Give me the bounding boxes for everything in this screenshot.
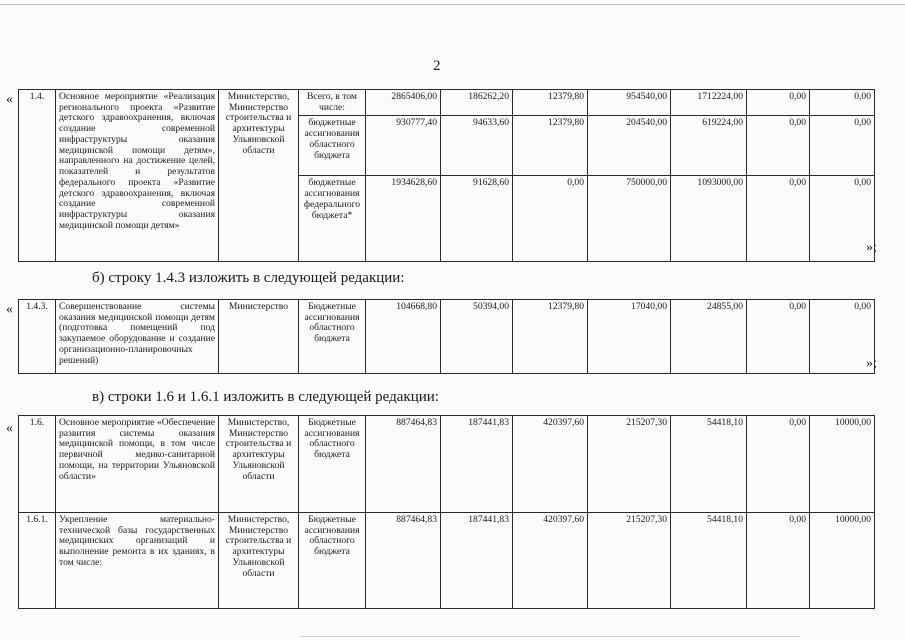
value-cell: 215207,30	[588, 416, 671, 513]
value-cell: 930777,40	[366, 116, 441, 176]
value-cell: 420397,60	[513, 513, 588, 609]
value-cell: 50394,00	[441, 300, 513, 374]
row-number: 1.4.3.	[19, 300, 56, 374]
close-quote: »;	[866, 356, 877, 371]
value-cell: 12379,80	[513, 300, 588, 374]
value-cell: 2865406,00	[366, 90, 441, 116]
value-cell: 0,00	[810, 300, 875, 374]
source-cell: бюджетные ассигнования федерального бюджета*	[299, 176, 366, 262]
value-cell: 420397,60	[513, 416, 588, 513]
row-number: 1.4.	[19, 90, 56, 262]
close-quote: »;	[866, 240, 877, 255]
source-cell: бюджетные ассигнования областного бюджета	[299, 116, 366, 176]
value-cell: 0,00	[747, 416, 810, 513]
source-cell: Бюджетные ассигнования областного бюджета	[299, 300, 366, 374]
value-cell: 10000,00	[810, 416, 875, 513]
value-cell: 54418,10	[671, 416, 747, 513]
value-cell: 750000,00	[588, 176, 671, 262]
row-executor: Министерство, Министерство строительства и архитектуры Ульяновской области	[219, 416, 299, 513]
value-cell: 0,00	[810, 176, 875, 262]
value-cell: 10000,00	[810, 513, 875, 609]
row-name: Совершенствование системы оказания медицинской помощи детям (подготовка помещений под закупаемое оборудование и создание организационно-планировочных решений)	[56, 300, 219, 374]
source-cell: Всего, в том числе:	[299, 90, 366, 116]
value-cell: 1712224,00	[671, 90, 747, 116]
row-name: Основное мероприятие «Реализация регионального проекта «Развитие детского здравоохранения, включая создание современной инфраструктуры оказания медицинской помощи детям», направленного на достижение целей, показателей и результатов федерального проекта «Развитие детского здравоохранения, включая создание современной инфраструктуры оказания медицинской помощи детям»	[56, 90, 219, 262]
value-cell: 887464,83	[366, 416, 441, 513]
row-number: 1.6.	[19, 416, 56, 513]
value-cell: 187441,83	[441, 513, 513, 609]
value-cell: 12379,80	[513, 116, 588, 176]
value-cell: 91628,60	[441, 176, 513, 262]
value-cell: 0,00	[747, 300, 810, 374]
table-rows-1-6	[18, 415, 875, 609]
table-row-1-4-3	[18, 299, 875, 374]
value-cell: 187441,83	[441, 416, 513, 513]
value-cell: 12379,80	[513, 90, 588, 116]
value-cell: 0,00	[513, 176, 588, 262]
value-cell: 954540,00	[588, 90, 671, 116]
value-cell: 1093000,00	[671, 176, 747, 262]
value-cell: 186262,20	[441, 90, 513, 116]
row-executor: Министерство, Министерство строительства и архитектуры Ульяновской области	[219, 513, 299, 609]
value-cell: 54418,10	[671, 513, 747, 609]
value-cell: 0,00	[747, 116, 810, 176]
value-cell: 24855,00	[671, 300, 747, 374]
value-cell: 0,00	[747, 90, 810, 116]
row-name: Основное мероприятие «Обеспечение развития системы оказания медицинской помощи, в том числе первичной медико-санитарной помощи, на территории Ульяновской области»	[56, 416, 219, 513]
source-cell: Бюджетные ассигнования областного бюджета	[299, 513, 366, 609]
open-quote: «	[6, 302, 13, 317]
value-cell: 0,00	[747, 176, 810, 262]
row-number: 1.6.1.	[19, 513, 56, 609]
value-cell: 887464,83	[366, 513, 441, 609]
row-executor: Министерство, Министерство строительства и архитектуры Ульяновской области	[219, 90, 299, 262]
table-row-1-4	[18, 89, 875, 262]
open-quote: «	[6, 421, 13, 436]
value-cell: 0,00	[810, 116, 875, 176]
value-cell: 215207,30	[588, 513, 671, 609]
page-number: 2	[433, 58, 441, 74]
row-name: Укрепление материально-технической базы государственных медицинских организаций и выполнение ремонта в их зданиях, в том числе:	[56, 513, 219, 609]
value-cell: 0,00	[747, 513, 810, 609]
value-cell: 1934628,60	[366, 176, 441, 262]
row-executor: Министерство	[219, 300, 299, 374]
value-cell: 94633,60	[441, 116, 513, 176]
value-cell: 204540,00	[588, 116, 671, 176]
value-cell: 0,00	[810, 90, 875, 116]
heading-b: б) строку 1.4.3 изложить в следующей редакции:	[92, 270, 405, 286]
open-quote: «	[6, 92, 13, 107]
heading-v: в) строки 1.6 и 1.6.1 изложить в следующей редакции:	[92, 389, 439, 405]
value-cell: 17040,00	[588, 300, 671, 374]
source-cell: Бюджетные ассигнования областного бюджета	[299, 416, 366, 513]
value-cell: 104668,80	[366, 300, 441, 374]
value-cell: 619224,00	[671, 116, 747, 176]
